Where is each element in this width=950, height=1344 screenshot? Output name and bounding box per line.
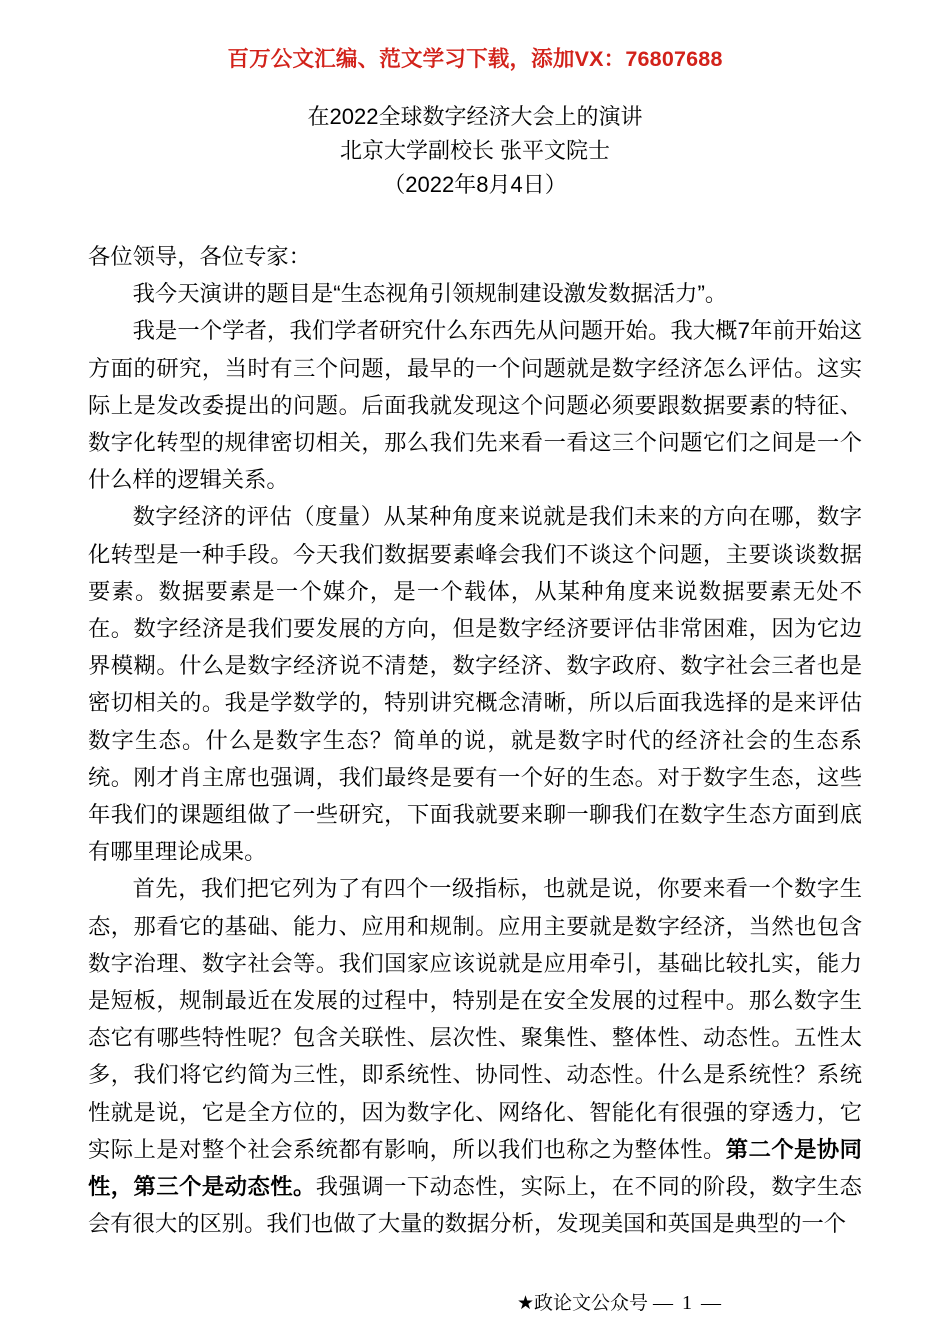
paragraph-4-part1: 首先，我们把它列为了有四个一级指标，也就是说，你要来看一个数字生态，那看它的基础、能力、应用和规制。应用主要就是数字经济，当然也包含数字治理、数字社会等。我们国家应该说就是应用牵引，基础比较扎实，能力是短板，规制最近在发展的过程中，特别是在安全发展的过程中。那么数字生态它有哪些特性呢？包含关联性、层次性、聚集性、整体性、动态性。五性太多，我们将它约简为三性，即系统性、协同性、动态性。什么是系统性？系统性就是说，它是全方位的，因为数字化、网络化、智能化有很强的穿透力，它实际上是对整个社会系统都有影响，所以我们也称之为整体性。	[88, 876, 862, 1162]
document-author: 北京大学副校长 张平文院士	[339, 138, 611, 163]
document-body	[88, 238, 862, 1242]
page-footer	[0, 1288, 950, 1315]
paragraph-1: 我今天演讲的题目是“生态视角引领规制建设激发数据活力”。	[132, 281, 728, 307]
page-number: — 1 —	[653, 1292, 724, 1314]
promo-banner: 百万公文汇编、范文学习下载，添加VX：76807688	[227, 47, 723, 71]
paragraph-4	[88, 870, 862, 1242]
salutation-line: 各位领导，各位专家：	[88, 244, 311, 269]
paragraph-2: 我是一个学者，我们学者研究什么东西先从问题开始。我大概7年前开始这方面的研究，当时有三个问题，最早的一个问题就是数字经济怎么评估。这实际上是发改委提出的问题。后面我就发现这个问题必须要跟数据要素的特征、数字化转型的规律密切相关，那么我们先来看一看这三个问题它们之间是一个什么样的逻辑关系。	[88, 318, 862, 493]
title-block	[0, 100, 950, 202]
paragraph-3: 数字经济的评估（度量）从某种角度来说就是我们未来的方向在哪，数字化转型是一种手段。今天我们数据要素峰会我们不谈这个问题，主要谈谈数据要素。数据要素是一个媒介，是一个载体，从某种角度来说数据要素无处不在。数字经济是我们要发展的方向，但是数字经济要评估非常困难，因为它边界模糊。什么是数字经济说不清楚，数字经济、数字政府、数字社会三者也是密切相关的。我是学数学的，特别讲究概念清晰，所以后面我选择的是来评估数字生态。什么是数字生态？简单的说，就是数字时代的经济社会的生态系统。刚才肖主席也强调，我们最终是要有一个好的生态。对于数字生态，这些年我们的课题组做了一些研究，下面我就要来聊一聊我们在数字生态方面到底有哪里理论成果。	[88, 504, 862, 865]
footer-inner	[227, 1288, 723, 1315]
footer-watermark: ★政论文公众号	[516, 1293, 649, 1314]
paragraph-4-emphasis: 第二个是协同性，第三个是动态性。	[88, 1136, 862, 1200]
document-date: （2022年8月4日）	[383, 172, 567, 197]
document-title: 在2022全球数字经济大会上的演讲	[307, 104, 643, 129]
paragraph-4-part2: 我强调一下动态性，实际上，在不同的阶段，数字生态会有很大的区别。我们也做了大量的数据分析，发现美国和英国是典型的一个	[88, 1174, 862, 1237]
